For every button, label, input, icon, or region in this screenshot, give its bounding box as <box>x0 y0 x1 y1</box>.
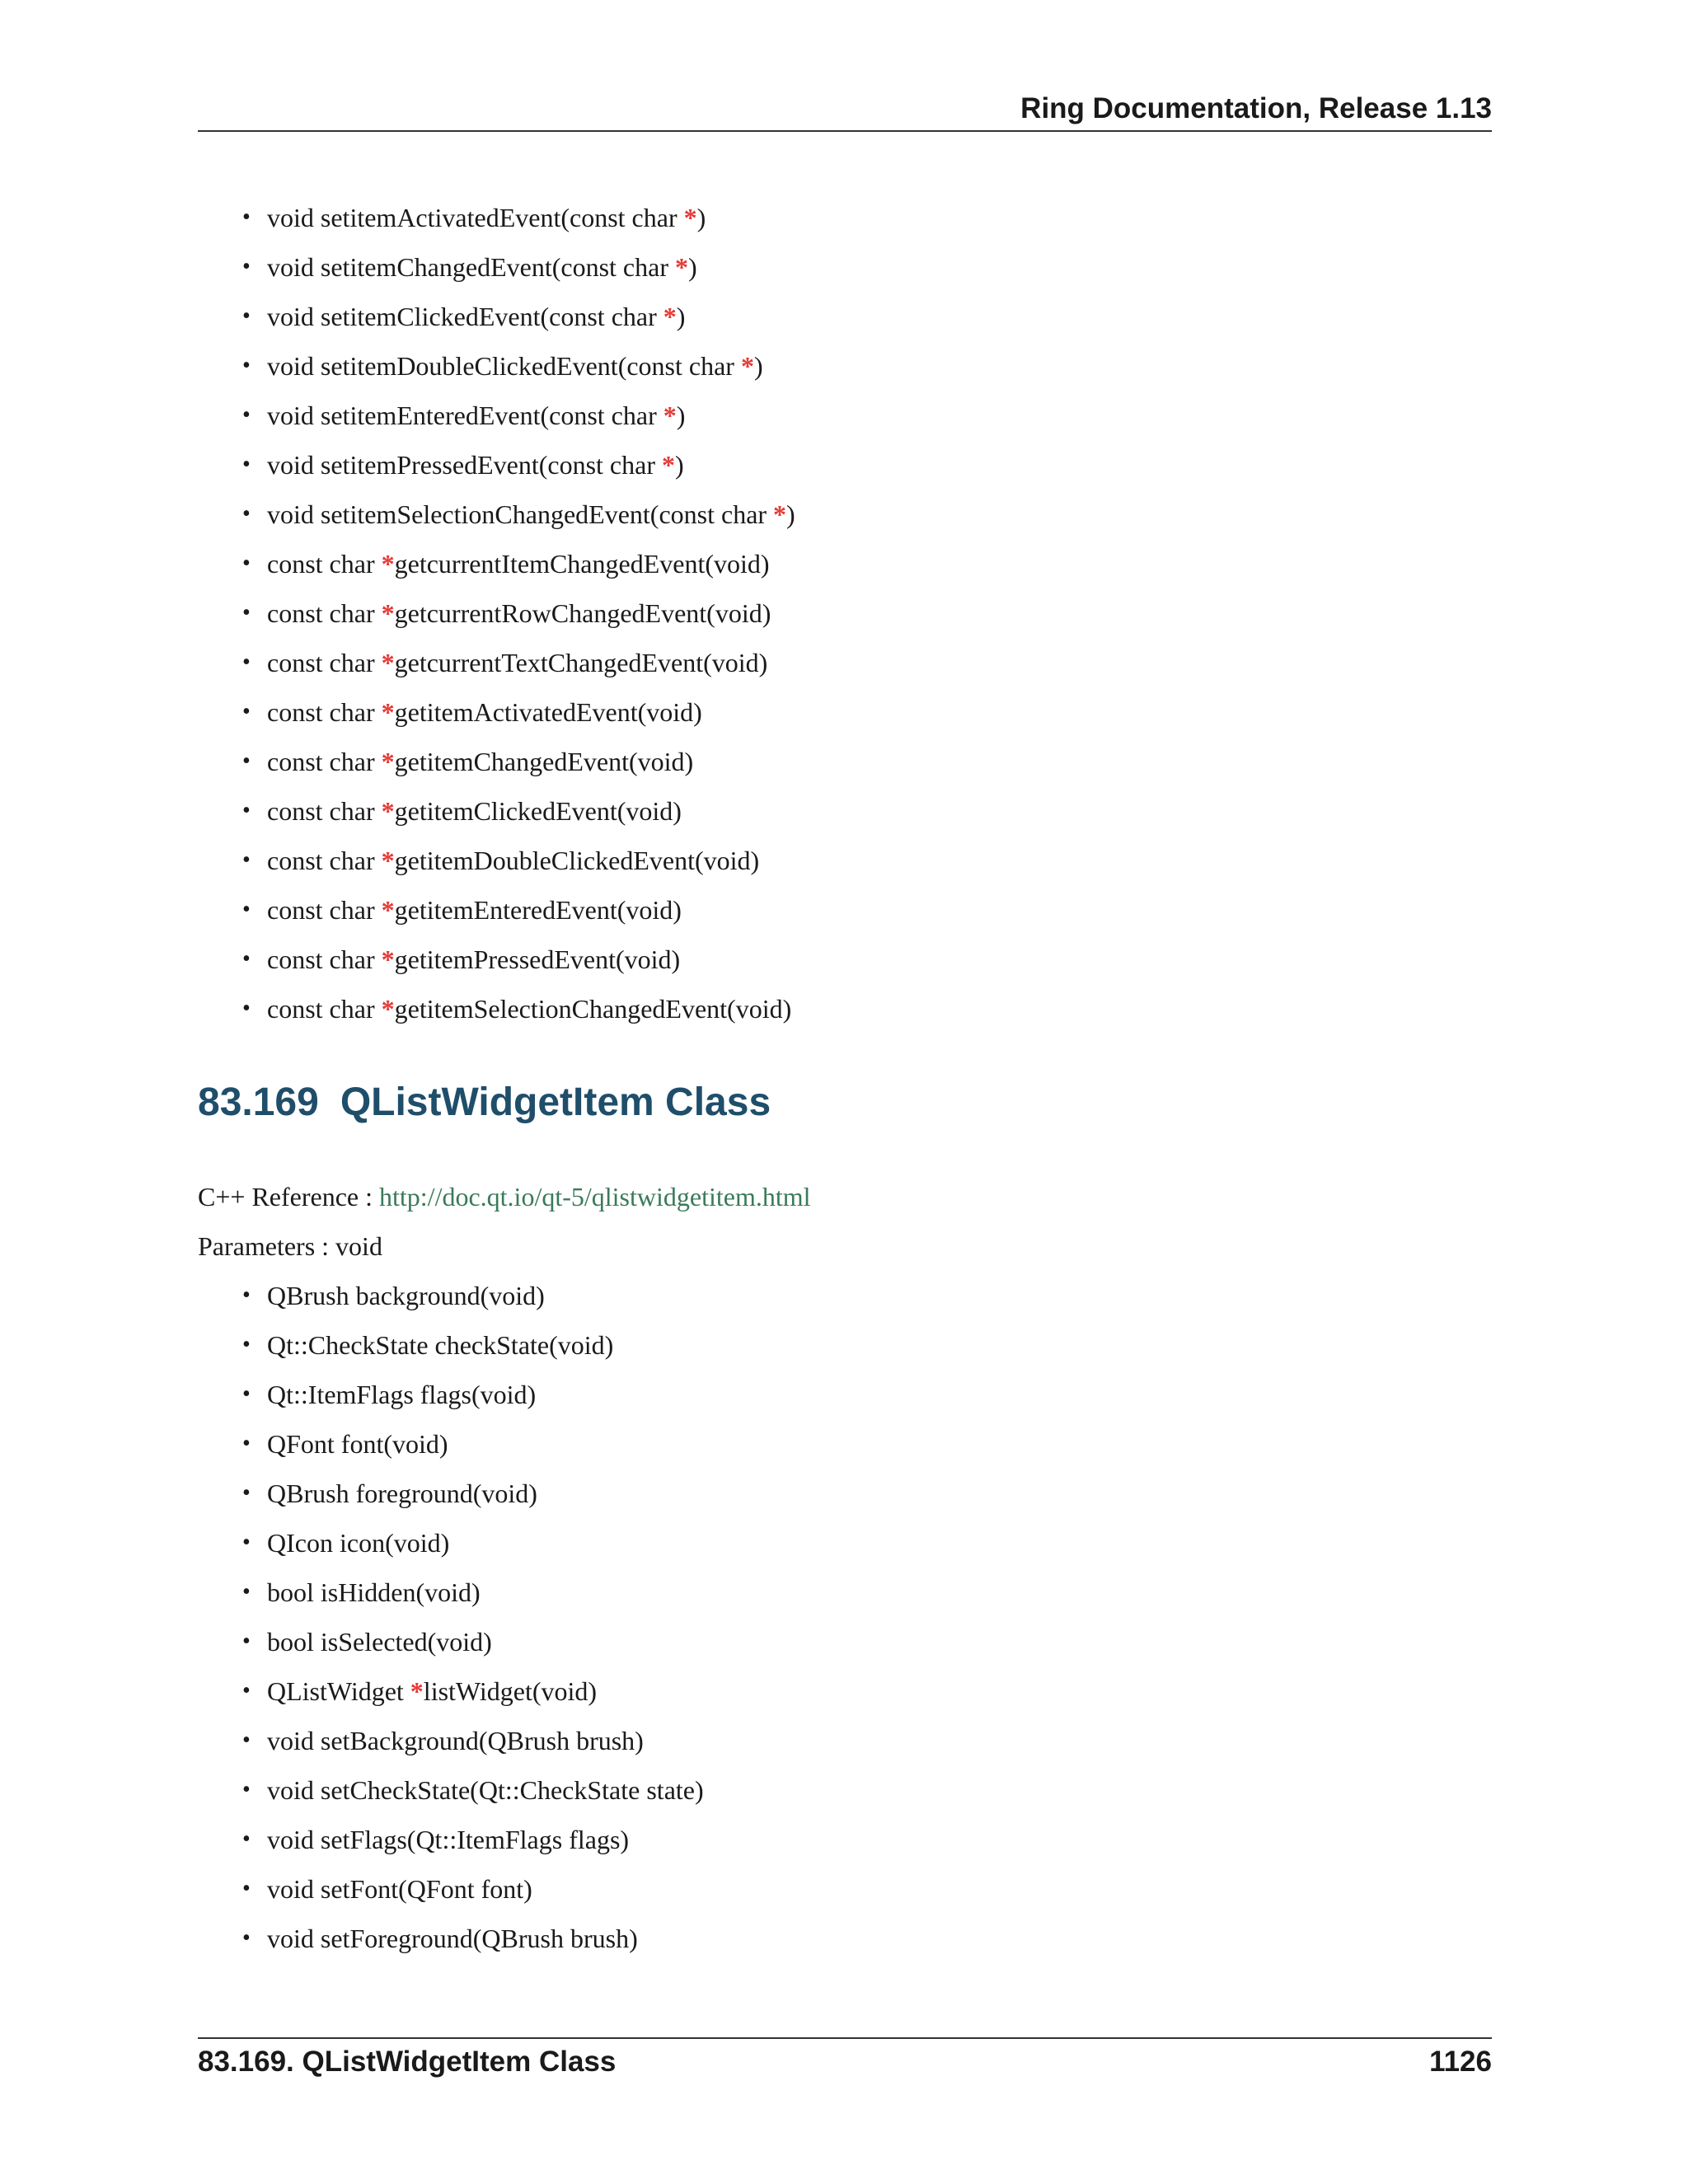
method-text-pre: void setFont(QFont font) <box>267 1874 532 1904</box>
bullet-icon: • <box>242 946 251 972</box>
method-item <box>0 885 795 935</box>
cpp-reference <box>198 1172 811 1221</box>
method-text-pre: const char <box>267 648 382 677</box>
bullet-icon: • <box>242 1480 251 1506</box>
method-item <box>0 1271 704 1320</box>
bullet-icon: • <box>242 303 251 329</box>
bullet-icon: • <box>242 1925 251 1951</box>
method-text-pre: const char <box>267 944 382 974</box>
method-item <box>0 1914 704 1963</box>
method-item <box>0 539 795 588</box>
method-item <box>0 638 795 687</box>
bullet-icon: • <box>242 996 251 1021</box>
method-text-pre: void setitemDoubleClickedEvent(const char <box>267 351 741 381</box>
method-item <box>0 1469 704 1518</box>
method-text-pre: void setCheckState(Qt::CheckState state) <box>267 1775 704 1805</box>
pointer-asterisk: * <box>381 796 395 826</box>
bullet-icon: • <box>242 551 251 576</box>
method-text-post: getitemDoubleClickedEvent(void) <box>394 846 760 875</box>
bullet-icon: • <box>242 1629 251 1654</box>
section-title-text: QListWidgetItem Class <box>340 1080 771 1124</box>
bullet-icon: • <box>242 254 251 279</box>
pointer-asterisk: * <box>663 401 677 430</box>
method-text-pre: QListWidget <box>267 1676 410 1706</box>
pointer-asterisk: * <box>381 549 395 579</box>
method-item <box>0 588 795 638</box>
cpp-reference-link[interactable]: http://doc.qt.io/qt-5/qlistwidgetitem.html <box>379 1182 811 1212</box>
bullet-icon: • <box>242 1431 251 1456</box>
method-text-post: ) <box>696 203 706 232</box>
method-text-pre: void setitemClickedEvent(const char <box>267 302 663 331</box>
section-number: 83.169 <box>198 1080 319 1124</box>
method-text-post: getitemSelectionChangedEvent(void) <box>394 994 792 1024</box>
method-text-post: getitemActivatedEvent(void) <box>394 697 702 727</box>
method-text-pre: const char <box>267 895 382 925</box>
method-text-pre: void setitemChangedEvent(const char <box>267 252 675 282</box>
bullet-icon: • <box>242 748 251 774</box>
method-text-pre: const char <box>267 796 382 826</box>
method-text-pre: void setitemSelectionChangedEvent(const char <box>267 499 774 529</box>
parameters-line: Parameters : void <box>198 1231 382 1261</box>
bullet-icon: • <box>242 1332 251 1357</box>
method-text-pre: const char <box>267 994 382 1024</box>
cpp-reference-label: C++ Reference : <box>198 1182 379 1212</box>
bullet-icon: • <box>242 649 251 675</box>
pointer-asterisk: * <box>381 944 395 974</box>
method-text-post: ) <box>753 351 763 381</box>
pointer-asterisk: * <box>773 499 787 529</box>
method-text-pre: bool isHidden(void) <box>267 1577 481 1607</box>
section-heading <box>198 1080 771 1125</box>
pointer-asterisk: * <box>663 302 677 331</box>
method-text-pre: const char <box>267 549 382 579</box>
method-text-pre: void setitemActivatedEvent(const char <box>267 203 684 232</box>
method-item <box>0 1617 704 1666</box>
pointer-asterisk: * <box>381 598 395 628</box>
method-text-post: ) <box>674 450 684 480</box>
bullet-icon: • <box>242 847 251 873</box>
method-item <box>0 490 795 539</box>
pointer-asterisk: * <box>661 450 675 480</box>
bullet-icon: • <box>242 204 251 230</box>
pointer-asterisk: * <box>410 1676 424 1706</box>
bullet-icon: • <box>242 699 251 724</box>
method-text-post: ) <box>687 252 697 282</box>
method-text-pre: const char <box>267 846 382 875</box>
bullet-icon: • <box>242 402 251 428</box>
method-item <box>0 193 795 242</box>
method-text-pre: const char <box>267 747 382 776</box>
method-item <box>0 242 795 292</box>
method-text-pre: QFont font(void) <box>267 1429 448 1459</box>
method-item <box>0 737 795 786</box>
method-item <box>0 1320 704 1370</box>
method-item <box>0 1370 704 1419</box>
bullet-icon: • <box>242 501 251 527</box>
bullet-icon: • <box>242 1579 251 1605</box>
method-text-pre: void setitemPressedEvent(const char <box>267 450 662 480</box>
bullet-icon: • <box>242 452 251 477</box>
method-text-post: getitemChangedEvent(void) <box>394 747 694 776</box>
method-text-pre: const char <box>267 598 382 628</box>
method-text-pre: Qt::ItemFlags flags(void) <box>267 1380 537 1409</box>
method-item <box>0 1666 704 1716</box>
bullet-icon: • <box>242 1777 251 1802</box>
method-list-qlistwidgetitem <box>0 1271 704 1963</box>
pointer-asterisk: * <box>381 895 395 925</box>
method-item <box>0 786 795 836</box>
bullet-icon: • <box>242 798 251 823</box>
method-item <box>0 341 795 391</box>
method-item <box>0 1864 704 1914</box>
method-item <box>0 984 795 1033</box>
method-item <box>0 935 795 984</box>
method-item <box>0 1765 704 1815</box>
method-item <box>0 1716 704 1765</box>
pointer-asterisk: * <box>381 648 395 677</box>
method-item <box>0 836 795 885</box>
method-text-post: getcurrentTextChangedEvent(void) <box>394 648 768 677</box>
method-text-post: ) <box>786 499 795 529</box>
pointer-asterisk: * <box>683 203 697 232</box>
method-text-post: listWidget(void) <box>423 1676 598 1706</box>
bullet-icon: • <box>242 1876 251 1901</box>
pointer-asterisk: * <box>674 252 688 282</box>
bullet-icon: • <box>242 1727 251 1753</box>
footer-page-number: 1126 <box>1429 2046 1492 2078</box>
method-list-signals <box>0 193 795 1033</box>
method-item <box>0 440 795 490</box>
method-item <box>0 1518 704 1568</box>
method-text-post: ) <box>676 401 686 430</box>
pointer-asterisk: * <box>381 747 395 776</box>
bullet-icon: • <box>242 897 251 922</box>
method-text-pre: void setBackground(QBrush brush) <box>267 1726 644 1755</box>
header-title: Ring Documentation, Release 1.13 <box>1020 92 1492 124</box>
bullet-icon: • <box>242 1381 251 1407</box>
bullet-icon: • <box>242 1282 251 1308</box>
method-text-pre: Qt::CheckState checkState(void) <box>267 1330 614 1360</box>
method-text-pre: const char <box>267 697 382 727</box>
method-text-pre: void setitemEnteredEvent(const char <box>267 401 663 430</box>
method-text-pre: QBrush foreground(void) <box>267 1479 537 1508</box>
footer-section-label: 83.169. QListWidgetItem Class <box>198 2046 617 2078</box>
method-text-post: getitemClickedEvent(void) <box>394 796 682 826</box>
page-header <box>198 92 1492 132</box>
method-text-post: getcurrentRowChangedEvent(void) <box>394 598 771 628</box>
pointer-asterisk: * <box>381 846 395 875</box>
method-item <box>0 1568 704 1617</box>
footer-rule <box>198 2037 1492 2039</box>
method-text-pre: bool isSelected(void) <box>267 1627 492 1657</box>
method-text-post: getitemPressedEvent(void) <box>394 944 681 974</box>
method-text-pre: QBrush background(void) <box>267 1281 545 1310</box>
pointer-asterisk: * <box>381 994 395 1024</box>
method-item <box>0 292 795 341</box>
method-text-pre: void setForeground(QBrush brush) <box>267 1924 638 1953</box>
method-item <box>0 687 795 737</box>
bullet-icon: • <box>242 353 251 378</box>
pointer-asterisk: * <box>740 351 754 381</box>
bullet-icon: • <box>242 1826 251 1852</box>
bullet-icon: • <box>242 1678 251 1704</box>
method-text-post: getitemEnteredEvent(void) <box>394 895 682 925</box>
method-item <box>0 1815 704 1864</box>
method-text-post: getcurrentItemChangedEvent(void) <box>394 549 770 579</box>
bullet-icon: • <box>242 600 251 626</box>
method-text-pre: QIcon icon(void) <box>267 1528 450 1558</box>
method-item <box>0 1419 704 1469</box>
bullet-icon: • <box>242 1530 251 1555</box>
method-item <box>0 391 795 440</box>
pointer-asterisk: * <box>381 697 395 727</box>
method-text-post: ) <box>676 302 686 331</box>
method-text-pre: void setFlags(Qt::ItemFlags flags) <box>267 1825 630 1854</box>
